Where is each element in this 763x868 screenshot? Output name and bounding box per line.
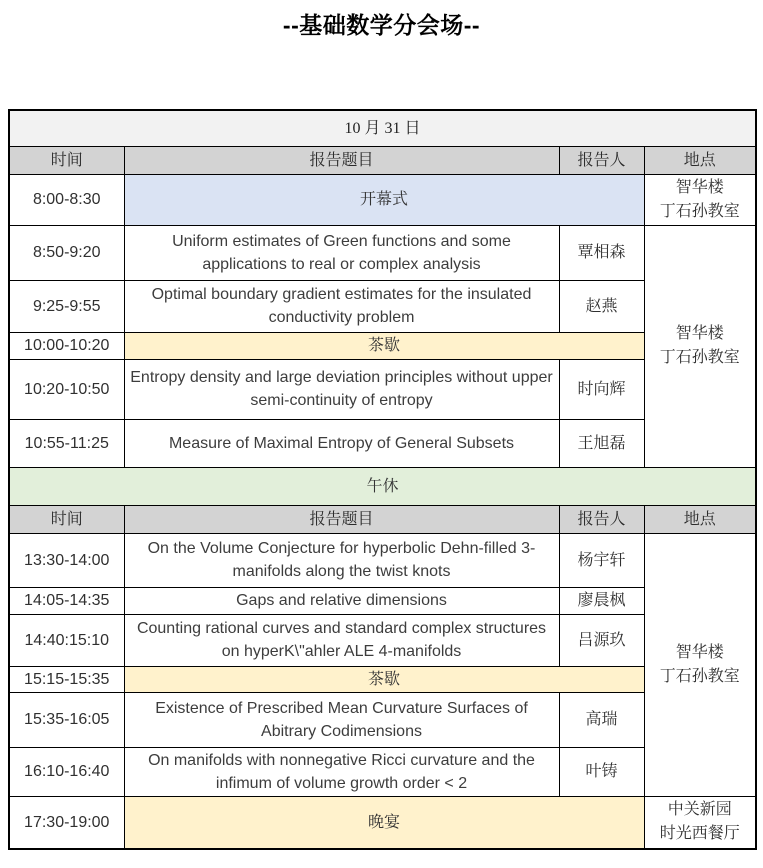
column-header-row: [9, 146, 756, 174]
lunch-break-cell: 午休: [9, 467, 756, 505]
speaker-cell: 时向辉: [559, 359, 644, 419]
column-header-row-afternoon: [9, 505, 756, 533]
column-header-location: 地点: [644, 505, 756, 533]
time-cell: 10:20-10:50: [9, 359, 124, 419]
time-cell: 14:05-14:35: [9, 587, 124, 614]
column-header-speaker: 报告人: [559, 505, 644, 533]
time-cell: 15:35-16:05: [9, 692, 124, 747]
talk-title-cell: Existence of Prescribed Mean Curvature Surfaces of Abitrary Codimensions: [124, 692, 559, 747]
talk-row: [9, 614, 756, 666]
time-cell: 15:15-15:35: [9, 666, 124, 692]
time-cell: 10:55-11:25: [9, 419, 124, 467]
talk-row: [9, 587, 756, 614]
time-cell: 14:40:15:10: [9, 614, 124, 666]
talk-row: [9, 280, 756, 332]
afternoon-location-cell: [644, 533, 756, 796]
banquet-location-cell: [644, 796, 756, 849]
location-line: 丁石孙教室: [659, 349, 740, 366]
talk-title-cell: Optimal boundary gradient estimates for the insulated conductivity problem: [124, 280, 559, 332]
talk-title-cell: On the Volume Conjecture for hyperbolic Dehn-filled 3-manifolds along the twist knots: [124, 533, 559, 587]
opening-ceremony-row: [9, 174, 756, 225]
location-line: 智华楼: [675, 643, 724, 661]
location-line: 中关新园: [667, 801, 732, 819]
location-line: 时光西餐厅: [659, 825, 740, 843]
tea-break-row: [9, 332, 756, 359]
talk-title-cell: Measure of Maximal Entropy of General Subsets: [124, 419, 559, 467]
column-header-location: 地点: [644, 146, 756, 174]
date-header: 10 月 31 日: [9, 110, 756, 146]
talk-row: [9, 533, 756, 587]
speaker-cell: 高瑞: [559, 692, 644, 747]
tea-break-cell: 茶歇: [124, 666, 644, 692]
speaker-cell: 杨宇轩: [559, 533, 644, 587]
date-row: [9, 110, 756, 146]
time-cell: 10:00-10:20: [9, 332, 124, 359]
speaker-cell: 廖晨枫: [559, 587, 644, 614]
speaker-cell: 王旭磊: [559, 419, 644, 467]
talk-row: [9, 225, 756, 280]
speaker-cell: 覃相森: [559, 225, 644, 280]
schedule-table: [8, 109, 757, 850]
time-cell: 9:25-9:55: [9, 280, 124, 332]
lunch-break-row: [9, 467, 756, 505]
column-header-title: 报告题目: [124, 146, 559, 174]
column-header-speaker: 报告人: [559, 146, 644, 174]
page-title: --基础数学分会场--: [282, 12, 481, 38]
time-cell: 16:10-16:40: [9, 747, 124, 796]
morning-location-cell: [644, 225, 756, 467]
talk-title-cell: On manifolds with nonnegative Ricci curvature and the infimum of volume growth order < 2: [124, 747, 559, 796]
talk-title-cell: Uniform estimates of Green functions and some applications to real or complex analysis: [124, 225, 559, 280]
speaker-cell: 吕源玖: [559, 614, 644, 666]
talk-title-cell: Entropy density and large deviation principles without upper semi-continuity of entropy: [124, 359, 559, 419]
column-header-time: 时间: [9, 146, 124, 174]
time-cell: 13:30-14:00: [9, 533, 124, 587]
banquet-row: [9, 796, 756, 849]
time-cell: 8:50-9:20: [9, 225, 124, 280]
location-line: 丁石孙教室: [659, 667, 740, 685]
talk-row: [9, 419, 756, 467]
location-cell: [644, 174, 756, 225]
tea-break-cell: 茶歇: [124, 332, 644, 359]
column-header-time: 时间: [9, 505, 124, 533]
talk-title-cell: Gaps and relative dimensions: [124, 587, 559, 614]
speaker-cell: 叶铸: [559, 747, 644, 796]
location-line: 智华楼: [675, 325, 724, 342]
speaker-cell: 赵燕: [559, 280, 644, 332]
opening-ceremony-cell: 开幕式: [124, 174, 644, 225]
time-cell: 17:30-19:00: [9, 796, 124, 849]
banquet-cell: 晚宴: [124, 796, 644, 849]
talk-row: [9, 747, 756, 796]
talk-row: [9, 692, 756, 747]
location-line: 智华楼: [675, 178, 724, 196]
talk-row: [9, 359, 756, 419]
time-cell: 8:00-8:30: [9, 174, 124, 225]
location-line: 丁石孙教室: [659, 202, 740, 220]
column-header-title: 报告题目: [124, 505, 559, 533]
tea-break-row: [9, 666, 756, 692]
talk-title-cell: Counting rational curves and standard complex structures on hyperK\"ahler ALE 4-manifolds: [124, 614, 559, 666]
